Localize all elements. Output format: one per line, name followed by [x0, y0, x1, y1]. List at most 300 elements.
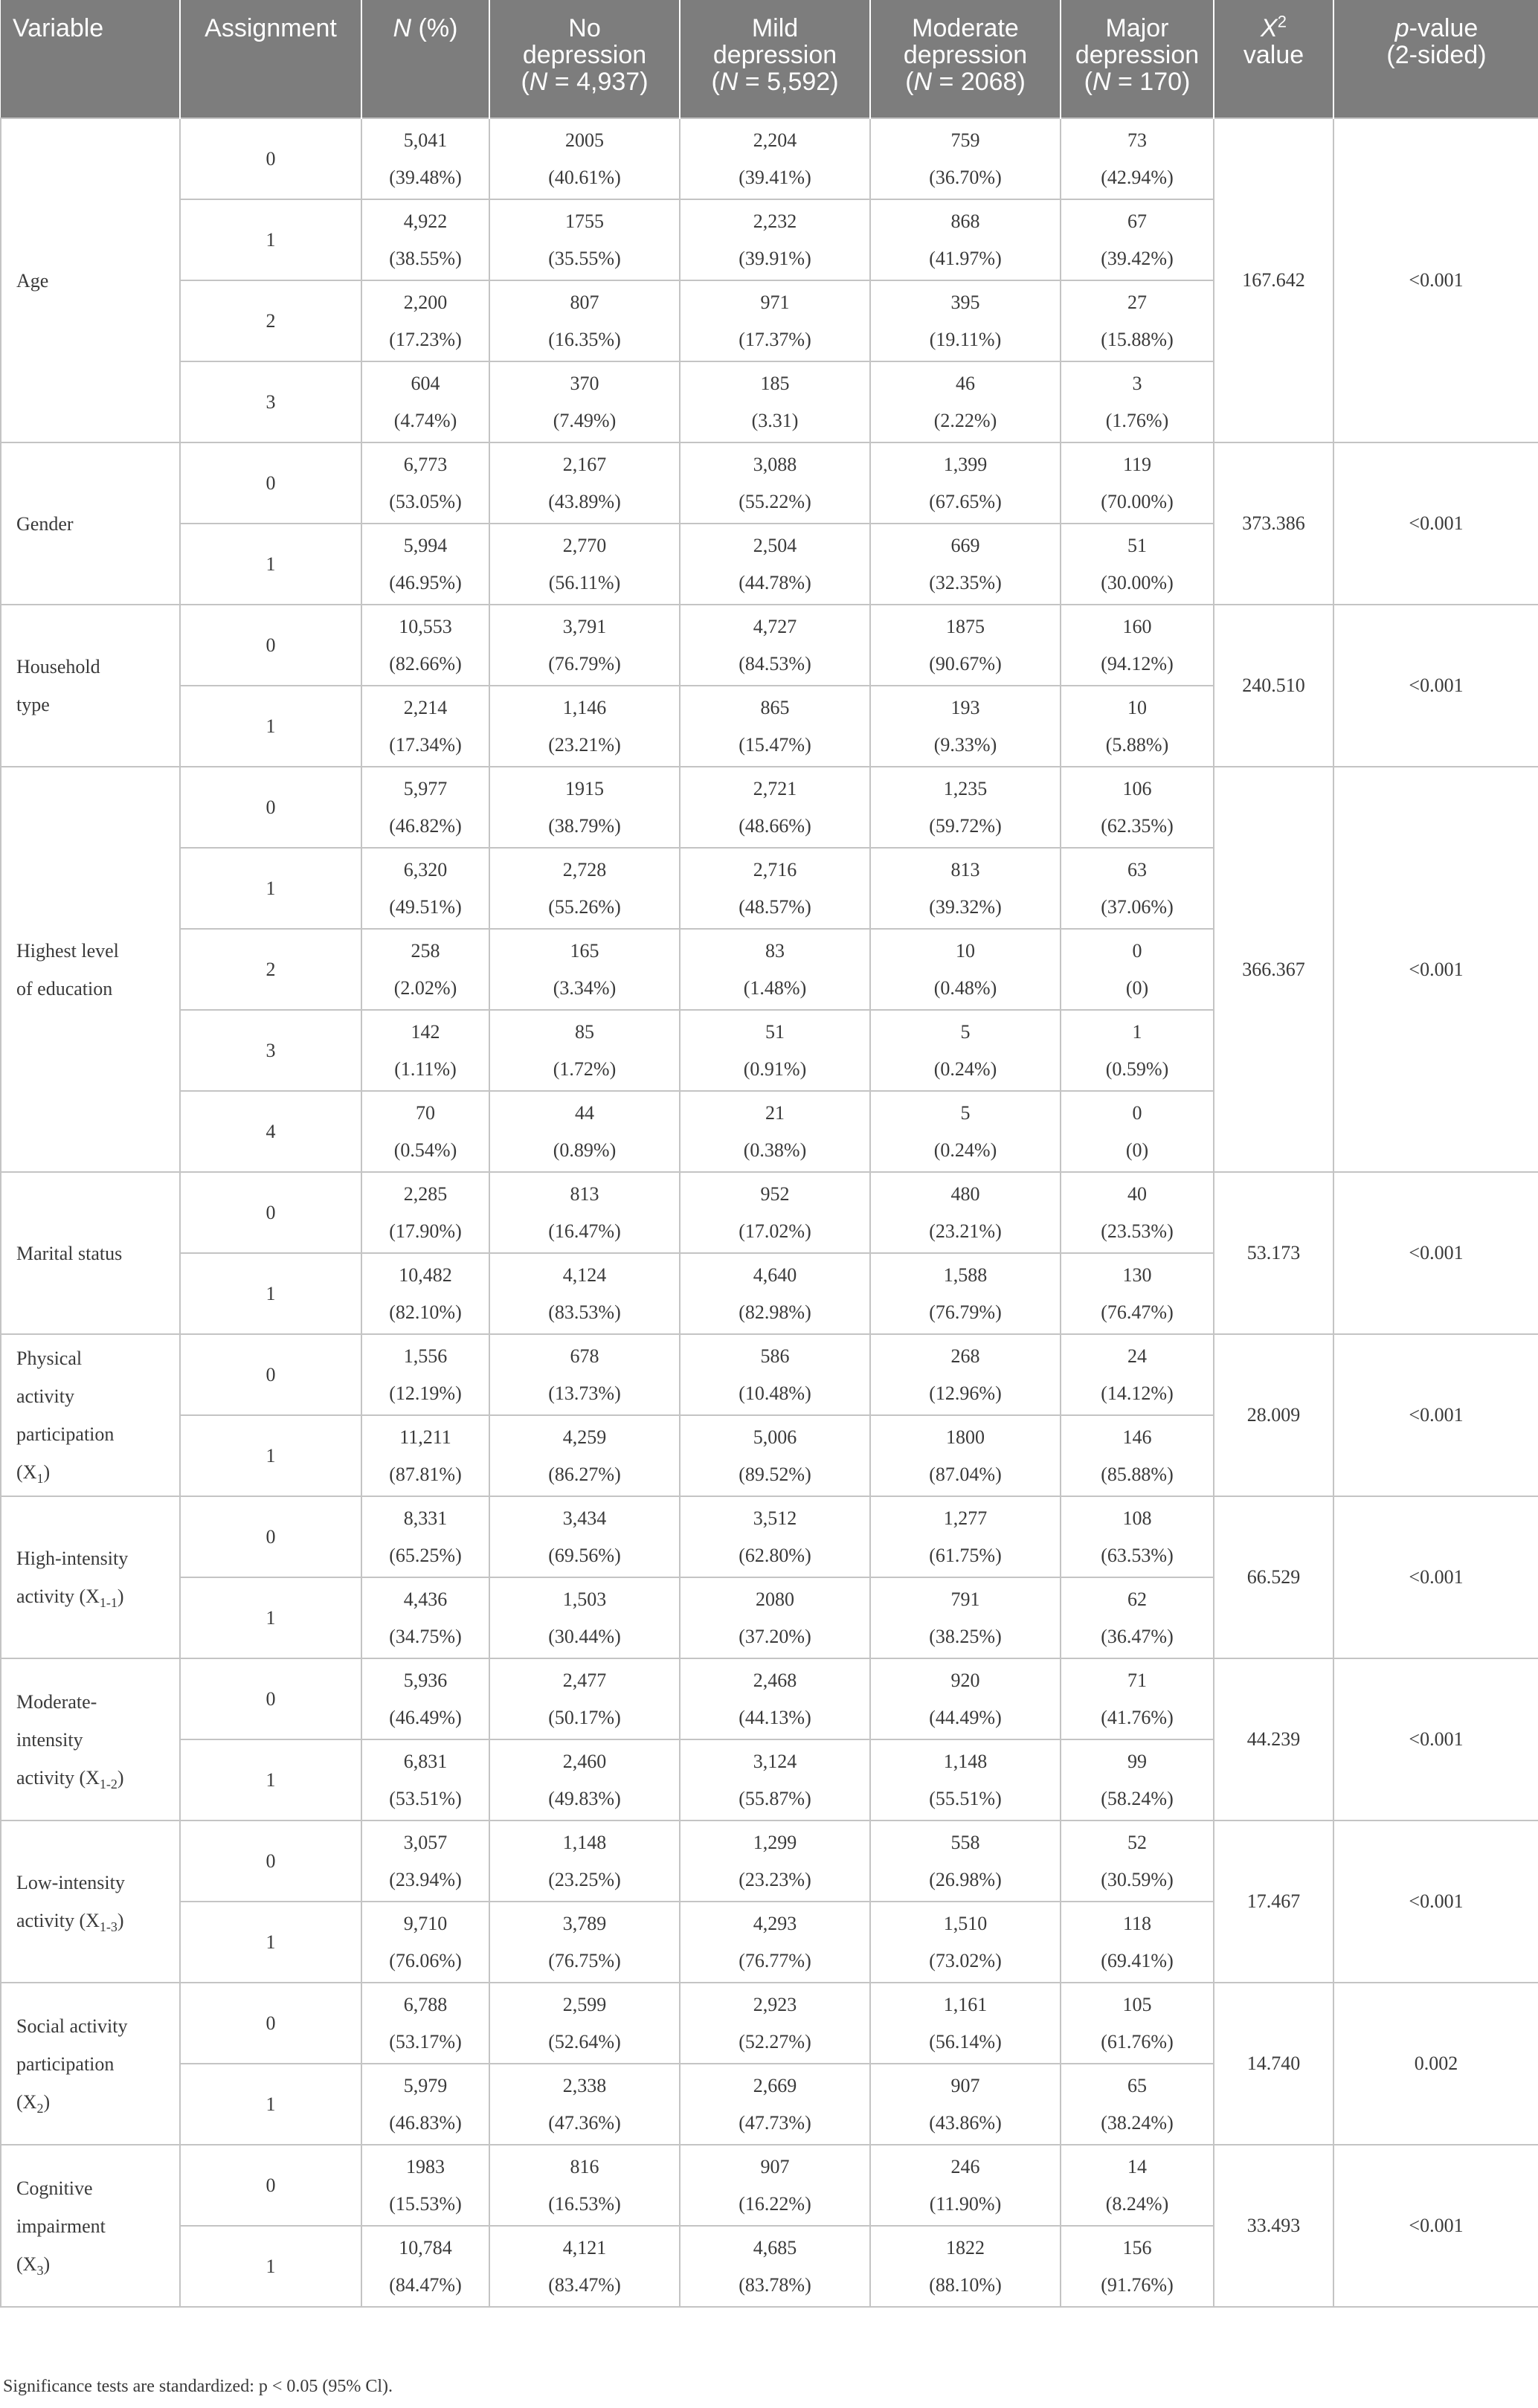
variable-name-line: participation — [16, 1423, 115, 1445]
count-value: 3,791 — [562, 615, 607, 637]
variable-name-line: of education — [16, 977, 113, 999]
count-value: 1,588 — [943, 1263, 988, 1286]
percent-value: (53.05%) — [389, 490, 462, 512]
count-value: 2,504 — [753, 534, 797, 556]
no-depression-cell — [489, 1983, 680, 2064]
percent-value: (26.98%) — [929, 1868, 1002, 1890]
percent-value: (59.72%) — [929, 814, 1002, 837]
count-value: 4,727 — [753, 615, 797, 637]
no-depression-cell — [489, 605, 680, 686]
percent-value: (63.53%) — [1101, 1544, 1174, 1566]
percent-value: (82.10%) — [389, 1301, 462, 1323]
count-value: 108 — [1122, 1507, 1152, 1529]
count-value: 24 — [1127, 1345, 1147, 1367]
percent-value: (41.76%) — [1101, 1706, 1174, 1728]
count-value: 816 — [570, 2155, 599, 2177]
count-value: 4,293 — [753, 1912, 797, 1934]
header-major-depression: Major depression (N = 170) — [1061, 0, 1214, 118]
count-value: 3,057 — [403, 1831, 448, 1853]
count-value: 65 — [1127, 2074, 1147, 2096]
count-value: 67 — [1127, 210, 1147, 232]
mild-depression-cell — [680, 361, 870, 442]
variable-name-code: $(X_3)$ — [16, 2253, 51, 2278]
n-percent-cell — [361, 1253, 489, 1334]
assignment-cell: 0 — [180, 118, 361, 199]
percent-value: (15.53%) — [389, 2192, 462, 2215]
percent-value: (36.70%) — [929, 166, 1002, 188]
count-value: 1,399 — [943, 453, 988, 475]
mild-depression-cell — [680, 1172, 870, 1253]
assignment-cell: 0 — [180, 442, 361, 524]
count-value: 10 — [956, 939, 975, 962]
variable-name — [1, 1821, 180, 1983]
major-depression-cell — [1061, 848, 1214, 929]
assignment-cell: 1 — [180, 1253, 361, 1334]
percent-value: (58.24%) — [1101, 1787, 1174, 1809]
no-depression-cell — [489, 848, 680, 929]
count-value: 3,088 — [753, 453, 797, 475]
count-value: 1,299 — [753, 1831, 797, 1853]
n-percent-cell — [361, 524, 489, 605]
count-value: 3,124 — [753, 1750, 797, 1772]
count-value: 6,788 — [403, 1993, 448, 2015]
p-value: <0.001 — [1333, 2145, 1538, 2307]
chi-square-value: 17.467 — [1214, 1821, 1333, 1983]
assignment-cell: 1 — [180, 848, 361, 929]
percent-value: (23.25%) — [548, 1868, 621, 1890]
percent-value: (44.13%) — [739, 1706, 811, 1728]
header-mild-depression: Mild depression (N = 5,592) — [680, 0, 870, 118]
percent-value: (52.27%) — [739, 2030, 811, 2053]
major-depression-cell — [1061, 1172, 1214, 1253]
count-value: 4,436 — [403, 1588, 448, 1610]
major-depression-cell — [1061, 524, 1214, 605]
count-value: 83 — [765, 939, 785, 962]
count-value: 558 — [950, 1831, 980, 1853]
major-depression-cell — [1061, 1253, 1214, 1334]
count-value: 11,211 — [399, 1426, 451, 1448]
mild-depression-cell — [680, 686, 870, 767]
count-value: 5,041 — [403, 129, 448, 151]
count-value: 1875 — [946, 615, 985, 637]
percent-value: (56.11%) — [548, 571, 621, 593]
percent-value: (76.79%) — [929, 1301, 1002, 1323]
percent-value: (23.53%) — [1101, 1220, 1174, 1242]
count-value: 62 — [1127, 1588, 1147, 1610]
variable-name-code: $(X_2)$ — [16, 2090, 51, 2116]
chi-square-value: 28.009 — [1214, 1334, 1333, 1496]
count-value: 10,553 — [399, 615, 452, 637]
assignment-cell: 1 — [180, 1739, 361, 1821]
major-depression-cell — [1061, 1334, 1214, 1415]
percent-value: (17.34%) — [389, 733, 462, 756]
p-value: <0.001 — [1333, 442, 1538, 605]
moderate-depression-cell — [870, 1739, 1061, 1821]
variable-name-line: impairment — [16, 2215, 106, 2237]
percent-value: (1.76%) — [1105, 409, 1169, 431]
assignment-cell: 1 — [180, 199, 361, 280]
major-depression-cell — [1061, 686, 1214, 767]
variable-name-line: Moderate- — [16, 1690, 97, 1713]
count-value: 2,669 — [753, 2074, 797, 2096]
count-value: 5,977 — [403, 777, 448, 799]
assignment-cell: 0 — [180, 1496, 361, 1577]
percent-value: (12.96%) — [929, 1382, 1002, 1404]
count-value: 2,200 — [403, 291, 448, 313]
count-value: 1,235 — [943, 777, 988, 799]
moderate-depression-cell — [870, 524, 1061, 605]
count-value: 44 — [575, 1101, 594, 1124]
table-row — [1, 1496, 1538, 1577]
n-percent-cell — [361, 1983, 489, 2064]
percent-value: (87.81%) — [389, 1463, 462, 1485]
count-value: 4,124 — [562, 1263, 607, 1286]
percent-value: (46.49%) — [389, 1706, 462, 1728]
count-value: 14 — [1127, 2155, 1147, 2177]
count-value: 1 — [1132, 1020, 1142, 1043]
percent-value: (61.76%) — [1101, 2030, 1174, 2053]
percent-value: (23.21%) — [929, 1220, 1002, 1242]
count-value: 868 — [950, 210, 980, 232]
mild-depression-cell — [680, 2145, 870, 2226]
percent-value: (16.22%) — [739, 2192, 811, 2215]
count-value: 2,468 — [753, 1669, 797, 1691]
n-percent-cell — [361, 605, 489, 686]
p-value: <0.001 — [1333, 1658, 1538, 1821]
count-value: 1,148 — [943, 1750, 988, 1772]
mild-depression-cell — [680, 280, 870, 361]
percent-value: (40.61%) — [548, 166, 621, 188]
mild-depression-cell — [680, 1983, 870, 2064]
count-value: 5 — [960, 1020, 971, 1043]
count-value: 8,331 — [403, 1507, 448, 1529]
variable-name — [1, 1496, 180, 1658]
percent-value: (83.47%) — [548, 2273, 621, 2296]
count-value: 3,512 — [753, 1507, 797, 1529]
no-depression-cell — [489, 361, 680, 442]
moderate-depression-cell — [870, 2226, 1061, 2307]
n-percent-cell — [361, 686, 489, 767]
variable-name-line: Low-intensity — [16, 1872, 125, 1893]
no-depression-cell — [489, 1496, 680, 1577]
moderate-depression-cell — [870, 1010, 1061, 1091]
percent-value: (3.31) — [751, 409, 799, 431]
percent-value: (38.25%) — [929, 1625, 1002, 1647]
p-value: <0.001 — [1333, 1496, 1538, 1658]
assignment-cell: 1 — [180, 1902, 361, 1983]
n-percent-cell — [361, 2226, 489, 2307]
percent-value: (41.97%) — [929, 247, 1002, 269]
moderate-depression-cell — [870, 118, 1061, 199]
major-depression-cell — [1061, 1739, 1214, 1821]
percent-value: (15.88%) — [1101, 328, 1174, 350]
count-value: 370 — [570, 372, 599, 394]
percent-value: (55.26%) — [548, 895, 621, 918]
assignment-cell: 0 — [180, 1821, 361, 1902]
variable-name — [1, 605, 180, 767]
n-percent-cell — [361, 929, 489, 1010]
percent-value: (73.02%) — [929, 1949, 1002, 1971]
count-value: 2080 — [756, 1588, 794, 1610]
percent-value: (19.11%) — [929, 328, 1002, 350]
moderate-depression-cell — [870, 1983, 1061, 2064]
moderate-depression-cell — [870, 442, 1061, 524]
no-depression-cell — [489, 1253, 680, 1334]
n-percent-cell — [361, 1658, 489, 1739]
major-depression-cell — [1061, 442, 1214, 524]
count-value: 142 — [411, 1020, 440, 1043]
variable-name — [1, 1334, 180, 1496]
count-value: 669 — [950, 534, 980, 556]
percent-value: (43.89%) — [548, 490, 621, 512]
count-value: 10,482 — [399, 1263, 452, 1286]
percent-value: (16.35%) — [548, 328, 621, 350]
percent-value: (43.86%) — [929, 2111, 1002, 2134]
n-percent-cell — [361, 361, 489, 442]
header-moderate-depression: Moderate depression (N = 2068) — [870, 0, 1061, 118]
header-row — [1, 0, 1538, 118]
count-value: 85 — [575, 1020, 594, 1043]
count-value: 146 — [1122, 1426, 1152, 1448]
percent-value: (3.34%) — [553, 976, 617, 999]
percent-value: (30.59%) — [1101, 1868, 1174, 1890]
table-row — [1, 118, 1538, 199]
percent-value: (12.19%) — [389, 1382, 462, 1404]
moderate-depression-cell — [870, 1577, 1061, 1658]
count-value: 2,232 — [753, 210, 797, 232]
table-row — [1, 605, 1538, 686]
chi-square-value: 366.367 — [1214, 767, 1333, 1172]
moderate-depression-cell — [870, 2145, 1061, 2226]
percent-value: (17.23%) — [389, 328, 462, 350]
mild-depression-cell — [680, 1334, 870, 1415]
major-depression-cell — [1061, 929, 1214, 1010]
percent-value: (10.48%) — [739, 1382, 811, 1404]
moderate-depression-cell — [870, 1253, 1061, 1334]
count-value: 5,979 — [403, 2074, 448, 2096]
major-depression-cell — [1061, 1821, 1214, 1902]
chi-square-value: 373.386 — [1214, 442, 1333, 605]
percent-value: (0.54%) — [393, 1139, 457, 1161]
variable-name-code: $(X_1)$ — [16, 1461, 51, 1487]
no-depression-cell — [489, 280, 680, 361]
chi-square-value: 66.529 — [1214, 1496, 1333, 1658]
count-value: 105 — [1122, 1993, 1152, 2015]
moderate-depression-cell — [870, 1091, 1061, 1172]
no-depression-cell — [489, 929, 680, 1010]
percent-value: (76.47%) — [1101, 1301, 1174, 1323]
major-depression-cell — [1061, 1902, 1214, 1983]
variable-name — [1, 767, 180, 1172]
percent-value: (53.17%) — [389, 2030, 462, 2053]
count-value: 3,789 — [562, 1912, 607, 1934]
mild-depression-cell — [680, 1658, 870, 1739]
moderate-depression-cell — [870, 1496, 1061, 1577]
variable-name-line: Gender — [16, 512, 74, 535]
n-percent-cell — [361, 1902, 489, 1983]
mild-depression-cell — [680, 1010, 870, 1091]
percent-value: (46.95%) — [389, 571, 462, 593]
count-value: 3 — [1132, 372, 1142, 394]
variable-name-line: Age — [16, 269, 49, 292]
no-depression-cell — [489, 767, 680, 848]
count-value: 1,510 — [943, 1912, 988, 1934]
no-depression-cell — [489, 1334, 680, 1415]
major-depression-cell — [1061, 280, 1214, 361]
count-value: 6,831 — [403, 1750, 448, 1772]
header-chi-square: $X^2$ value — [1214, 0, 1333, 118]
moderate-depression-cell — [870, 767, 1061, 848]
percent-value: (88.10%) — [929, 2273, 1002, 2296]
moderate-depression-cell — [870, 280, 1061, 361]
percent-value: (76.77%) — [739, 1949, 811, 1971]
major-depression-cell — [1061, 1415, 1214, 1496]
count-value: 46 — [956, 372, 975, 394]
assignment-cell: 4 — [180, 1091, 361, 1172]
count-value: 791 — [950, 1588, 980, 1610]
mild-depression-cell — [680, 524, 870, 605]
count-value: 1822 — [946, 2236, 985, 2259]
count-value: 2,167 — [562, 453, 607, 475]
count-value: 971 — [760, 291, 790, 313]
n-percent-cell — [361, 2064, 489, 2145]
count-value: 920 — [950, 1669, 980, 1691]
count-value: 1,161 — [943, 1993, 988, 2015]
major-depression-cell — [1061, 199, 1214, 280]
count-value: 1,556 — [403, 1345, 448, 1367]
n-percent-cell — [361, 1334, 489, 1415]
assignment-cell: 0 — [180, 605, 361, 686]
percent-value: (67.65%) — [929, 490, 1002, 512]
percent-value: (37.06%) — [1101, 895, 1174, 918]
percent-value: (17.37%) — [739, 328, 811, 350]
percent-value: (44.49%) — [929, 1706, 1002, 1728]
percent-value: (2.22%) — [933, 409, 997, 431]
percent-value: (34.75%) — [389, 1625, 462, 1647]
percent-value: (69.56%) — [548, 1544, 621, 1566]
count-value: 4,640 — [753, 1263, 797, 1286]
percent-value: (4.74%) — [393, 409, 457, 431]
table-row — [1, 1172, 1538, 1253]
no-depression-cell — [489, 199, 680, 280]
count-value: 1983 — [406, 2155, 445, 2177]
percent-value: (23.23%) — [739, 1868, 811, 1890]
percent-value: (50.17%) — [548, 1706, 621, 1728]
count-value: 0 — [1132, 939, 1142, 962]
percent-value: (44.78%) — [739, 571, 811, 593]
percent-value: (46.82%) — [389, 814, 462, 837]
percent-value: (36.47%) — [1101, 1625, 1174, 1647]
moderate-depression-cell — [870, 1172, 1061, 1253]
mild-depression-cell — [680, 1739, 870, 1821]
n-percent-cell — [361, 1821, 489, 1902]
mild-depression-cell — [680, 1821, 870, 1902]
mild-depression-cell — [680, 2226, 870, 2307]
header-variable: Variable — [1, 0, 180, 118]
variable-name-line: Marital status — [16, 1242, 123, 1264]
table-row — [1, 1658, 1538, 1739]
table-row — [1, 1983, 1538, 2064]
no-depression-cell — [489, 1902, 680, 1983]
mild-depression-cell — [680, 1577, 870, 1658]
assignment-cell: 2 — [180, 280, 361, 361]
variable-name — [1, 1172, 180, 1334]
percent-value: (84.53%) — [739, 652, 811, 675]
percent-value: (0.91%) — [743, 1057, 807, 1080]
n-percent-cell — [361, 118, 489, 199]
count-value: 258 — [411, 939, 440, 962]
count-value: 165 — [570, 939, 599, 962]
percent-value: (55.87%) — [739, 1787, 811, 1809]
assignment-cell: 3 — [180, 361, 361, 442]
percent-value: (1.72%) — [553, 1057, 617, 1080]
percent-value: (47.73%) — [739, 2111, 811, 2134]
mild-depression-cell — [680, 1496, 870, 1577]
percent-value: (17.02%) — [739, 1220, 811, 1242]
percent-value: (84.47%) — [389, 2273, 462, 2296]
n-percent-cell — [361, 199, 489, 280]
chi-square-value: 33.493 — [1214, 2145, 1333, 2307]
mild-depression-cell — [680, 442, 870, 524]
count-value: 40 — [1127, 1182, 1147, 1205]
no-depression-cell — [489, 1658, 680, 1739]
count-value: 10 — [1127, 696, 1147, 718]
major-depression-cell — [1061, 767, 1214, 848]
count-value: 156 — [1122, 2236, 1152, 2259]
variable-name — [1, 118, 180, 442]
count-value: 2,721 — [753, 777, 797, 799]
footnote: Significance tests are standardized: p < 0.05 (95% Cl). — [3, 2377, 393, 2396]
percent-value: (39.91%) — [739, 247, 811, 269]
p-value: 0.002 — [1333, 1983, 1538, 2145]
percent-value: (2.02%) — [393, 976, 457, 999]
mild-depression-cell — [680, 848, 870, 929]
percent-value: (38.24%) — [1101, 2111, 1174, 2134]
count-value: 106 — [1122, 777, 1152, 799]
variable-name-line: Cognitive — [16, 2177, 93, 2199]
major-depression-cell — [1061, 605, 1214, 686]
assignment-cell: 2 — [180, 929, 361, 1010]
percent-value: (52.64%) — [548, 2030, 621, 2053]
percent-value: (0.48%) — [933, 976, 997, 999]
count-value: 952 — [760, 1182, 790, 1205]
major-depression-cell — [1061, 118, 1214, 199]
header-assignment: Assignment — [180, 0, 361, 118]
assignment-cell: 0 — [180, 1983, 361, 2064]
percent-value: (1.48%) — [743, 976, 807, 999]
table-row — [1, 442, 1538, 524]
count-value: 1,148 — [562, 1831, 607, 1853]
moderate-depression-cell — [870, 1415, 1061, 1496]
percent-value: (47.36%) — [548, 2111, 621, 2134]
n-percent-cell — [361, 1172, 489, 1253]
count-value: 5,936 — [403, 1669, 448, 1691]
count-value: 10,784 — [399, 2236, 452, 2259]
percent-value: (42.94%) — [1101, 166, 1174, 188]
major-depression-cell — [1061, 1091, 1214, 1172]
mild-depression-cell — [680, 199, 870, 280]
percent-value: (76.79%) — [548, 652, 621, 675]
percent-value: (69.41%) — [1101, 1949, 1174, 1971]
count-value: 2,728 — [562, 858, 607, 881]
moderate-depression-cell — [870, 686, 1061, 767]
percent-value: (76.06%) — [389, 1949, 462, 1971]
percent-value: (55.22%) — [739, 490, 811, 512]
p-value: <0.001 — [1333, 1172, 1538, 1334]
count-value: 2,716 — [753, 858, 797, 881]
percent-value: (0.89%) — [553, 1139, 617, 1161]
count-value: 5,006 — [753, 1426, 797, 1448]
